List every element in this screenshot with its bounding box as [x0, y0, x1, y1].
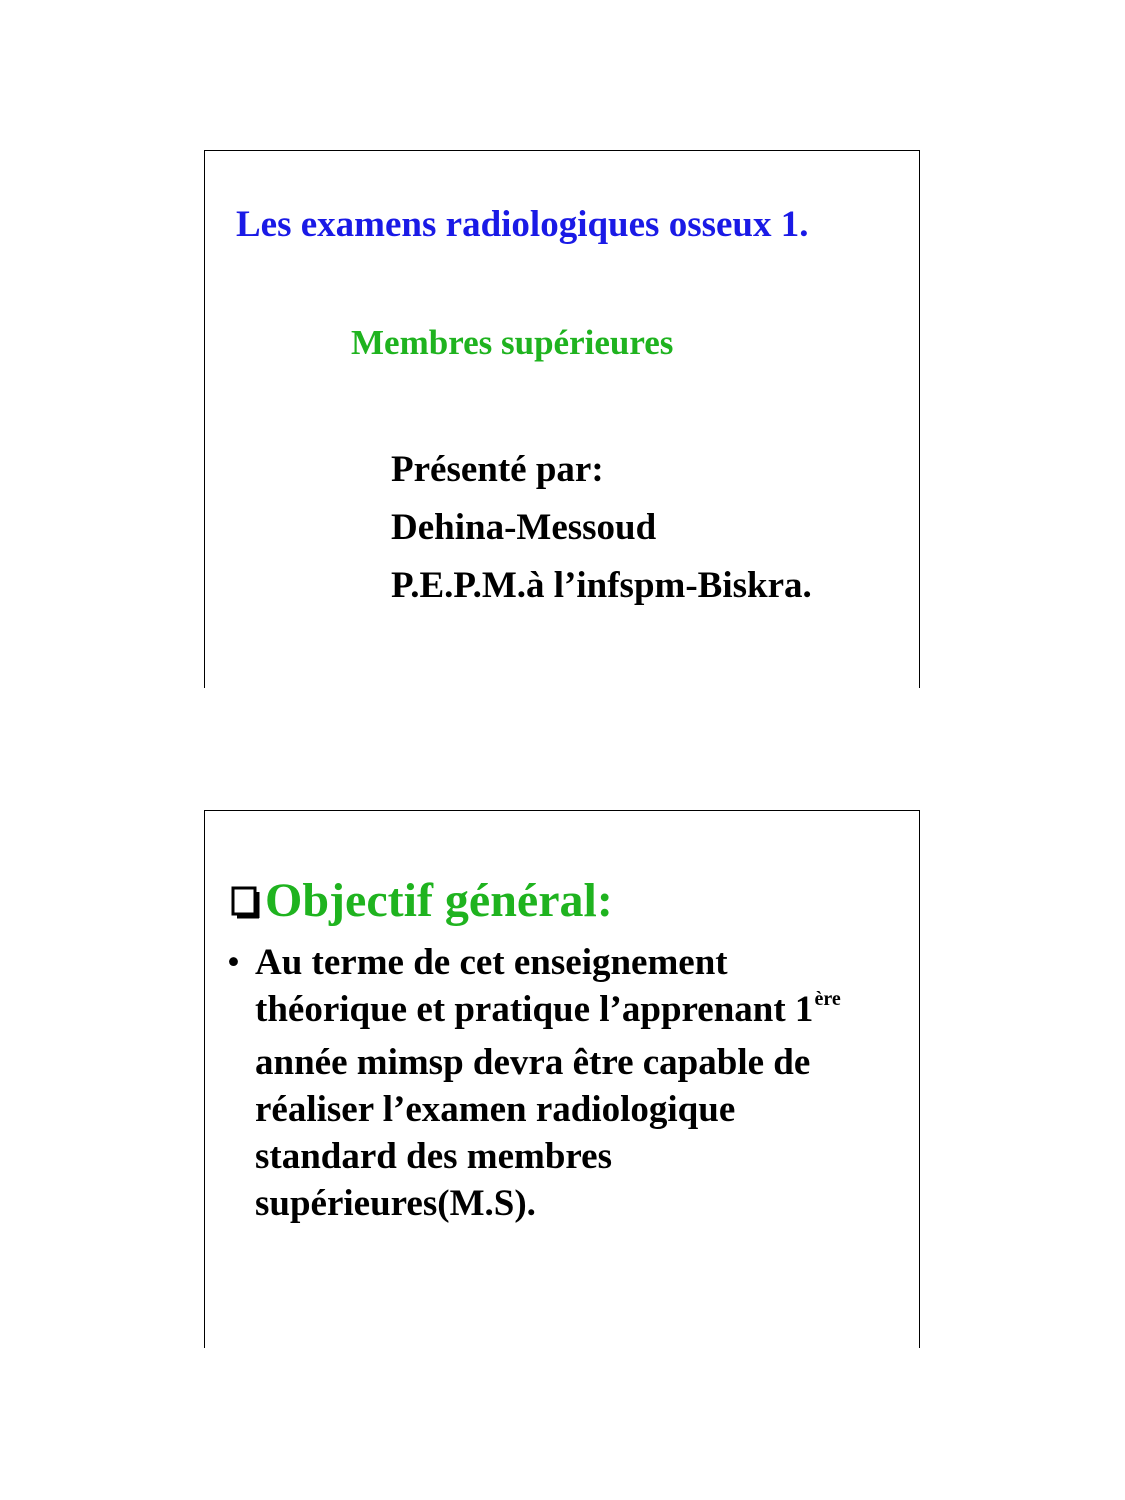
slide-1 — [204, 150, 920, 688]
presenter-label: Présenté par: — [391, 449, 604, 490]
bullet-line-with-sup — [255, 986, 841, 1039]
objective-heading-text: Objectif général: — [265, 874, 613, 927]
slide-subtitle: Membres supérieures — [351, 323, 674, 362]
presenter-affiliation: P.E.P.M.à l’infspm-Biskra. — [391, 565, 812, 606]
bullet-line: supérieures(M.S). — [255, 1183, 536, 1224]
bullet-line: théorique et pratique l’apprenant 1 — [255, 989, 814, 1030]
slide-title: Les examens radiologiques osseux 1. — [236, 204, 809, 245]
bullet-dot-icon: • — [227, 942, 240, 983]
slide-2 — [204, 810, 920, 1348]
presenter-block — [391, 441, 812, 615]
presenter-name: Dehina-Messoud — [391, 507, 657, 548]
bullet-line: Au terme de cet enseignement — [255, 942, 728, 983]
objective-heading — [231, 873, 613, 928]
bullet-text — [255, 939, 841, 1227]
bullet-line: réaliser l’examen radiologique — [255, 1089, 736, 1130]
ordinal-superscript: ère — [814, 988, 841, 1010]
checkbox-icon — [231, 884, 261, 920]
bullet-line: année mimsp devra être capable de — [255, 1042, 811, 1083]
bullet-line: standard des membres — [255, 1136, 612, 1177]
objective-bullet — [227, 939, 907, 1227]
